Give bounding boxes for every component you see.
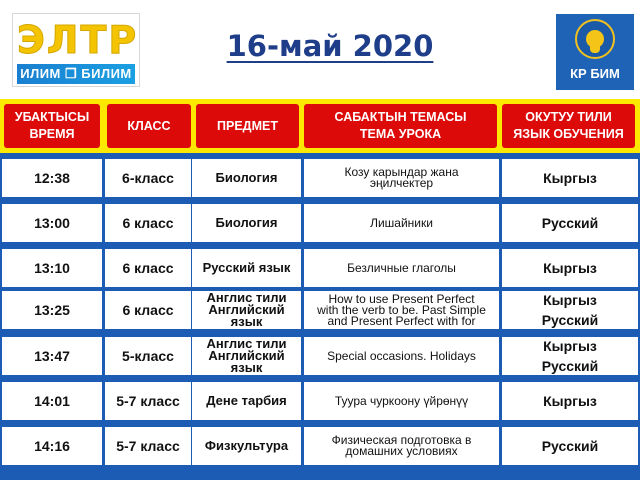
table-row	[0, 249, 640, 287]
topic-cell-line: Физическая подготовка в	[331, 433, 472, 447]
subject-cell	[192, 291, 301, 329]
subject-cell-line: Физкультура	[204, 438, 289, 453]
topic-cell-line: with the verb to be. Past Simple	[317, 302, 486, 317]
language-cell	[502, 204, 638, 242]
table-row	[0, 382, 640, 420]
class-cell: 5-класс	[105, 337, 191, 375]
page-title: 16-май 2020	[226, 29, 434, 63]
header-time-line2: ВРЕМЯ	[29, 127, 75, 141]
table-row	[0, 159, 640, 197]
topic-cell	[304, 159, 499, 197]
time-cell: 12:38	[2, 159, 102, 197]
language-cell	[502, 249, 638, 287]
table-row	[0, 337, 640, 375]
logo-right-label: КР БИМ	[570, 66, 620, 81]
table-row	[0, 427, 640, 465]
header-language	[502, 104, 635, 148]
class-cell: 6 класс	[105, 291, 191, 329]
language-cell-line: Кыргыз	[543, 292, 597, 308]
subject-cell	[192, 204, 301, 242]
topic-cell	[304, 291, 499, 329]
subject-cell-line: Дене тарбия	[206, 393, 287, 408]
subject-cell-line: Англис тили	[206, 336, 287, 351]
header-time-line1: УБАКТЫСЫ	[14, 110, 90, 124]
header-language-line1: ОКУТУУ ТИЛИ	[525, 110, 612, 124]
topic-cell-line: Безличные глаголы	[347, 260, 456, 275]
time-cell: 13:10	[2, 249, 102, 287]
language-cell-line: Русский	[541, 438, 599, 454]
language-cell-line: Кыргыз	[543, 260, 597, 276]
header-language-line2: ЯЗЫК ОБУЧЕНИЯ	[513, 127, 624, 141]
class-cell: 6 класс	[105, 204, 191, 242]
table-row	[0, 204, 640, 242]
language-cell	[502, 337, 638, 375]
language-cell-line: Кыргыз	[543, 170, 597, 186]
topic-cell-line: домашних условиях	[345, 444, 458, 458]
subject-cell-line: язык	[230, 360, 263, 375]
header-class: КЛАСС	[107, 104, 191, 148]
topic-cell-line: эңилчектер	[369, 176, 434, 190]
language-cell	[502, 291, 638, 329]
subject-cell	[192, 427, 301, 465]
subject-cell-line: Английский	[208, 348, 285, 363]
header-topic-line2: ТЕМА УРОКА	[359, 127, 442, 141]
time-cell: 14:01	[2, 382, 102, 420]
subject-cell-line: Англис тили	[206, 290, 287, 305]
subject-cell	[192, 337, 301, 375]
topic-cell-line: How to use Present Perfect	[328, 291, 475, 306]
time-cell: 13:00	[2, 204, 102, 242]
topic-cell	[304, 427, 499, 465]
language-cell-line: Русский	[541, 358, 599, 374]
topic-cell-line: and Present Perfect with for	[327, 313, 476, 328]
kr-bim-logo	[556, 14, 634, 90]
emblem-icon	[575, 19, 615, 59]
subject-cell	[192, 159, 301, 197]
header-topic	[304, 104, 497, 148]
logo-bar-text: ИЛИМ ❒ БИЛИМ	[17, 64, 135, 84]
time-cell: 13:47	[2, 337, 102, 375]
topic-cell-line: Лишайники	[370, 215, 433, 230]
subject-cell-line: Английский	[208, 302, 285, 317]
logo-brand-text: ЭЛТР	[17, 18, 139, 62]
header-time	[4, 104, 100, 148]
subject-cell-line: язык	[230, 314, 263, 329]
topic-cell-line: Козу карындар жана	[344, 165, 459, 179]
subject-cell-line: Русский язык	[202, 260, 291, 275]
topic-cell	[304, 337, 499, 375]
time-cell: 14:16	[2, 427, 102, 465]
class-cell: 5-7 класс	[105, 427, 191, 465]
header-subject: ПРЕДМЕТ	[196, 104, 299, 148]
time-cell: 13:25	[2, 291, 102, 329]
eltr-logo	[12, 13, 140, 87]
topic-cell	[304, 249, 499, 287]
language-cell-line: Русский	[541, 215, 599, 231]
language-cell	[502, 427, 638, 465]
topic-cell-line: Special occasions. Holidays	[327, 348, 476, 363]
language-cell-line: Кыргыз	[543, 338, 597, 354]
topic-cell-line: Туура чуркоону үйрөнүү	[334, 393, 469, 408]
class-cell: 6-класс	[105, 159, 191, 197]
topic-cell	[304, 204, 499, 242]
topic-cell	[304, 382, 499, 420]
language-cell	[502, 382, 638, 420]
language-cell-line: Кыргыз	[543, 393, 597, 409]
subject-cell-line: Биология	[215, 215, 278, 230]
language-cell-line: Русский	[541, 312, 599, 328]
subject-cell	[192, 382, 301, 420]
class-cell: 5-7 класс	[105, 382, 191, 420]
class-cell: 6 класс	[105, 249, 191, 287]
language-cell	[502, 159, 638, 197]
table-row	[0, 291, 640, 329]
header-topic-line1: САБАКТЫН ТЕМАСЫ	[334, 110, 467, 124]
subject-cell-line: Биология	[215, 170, 278, 185]
subject-cell	[192, 249, 301, 287]
